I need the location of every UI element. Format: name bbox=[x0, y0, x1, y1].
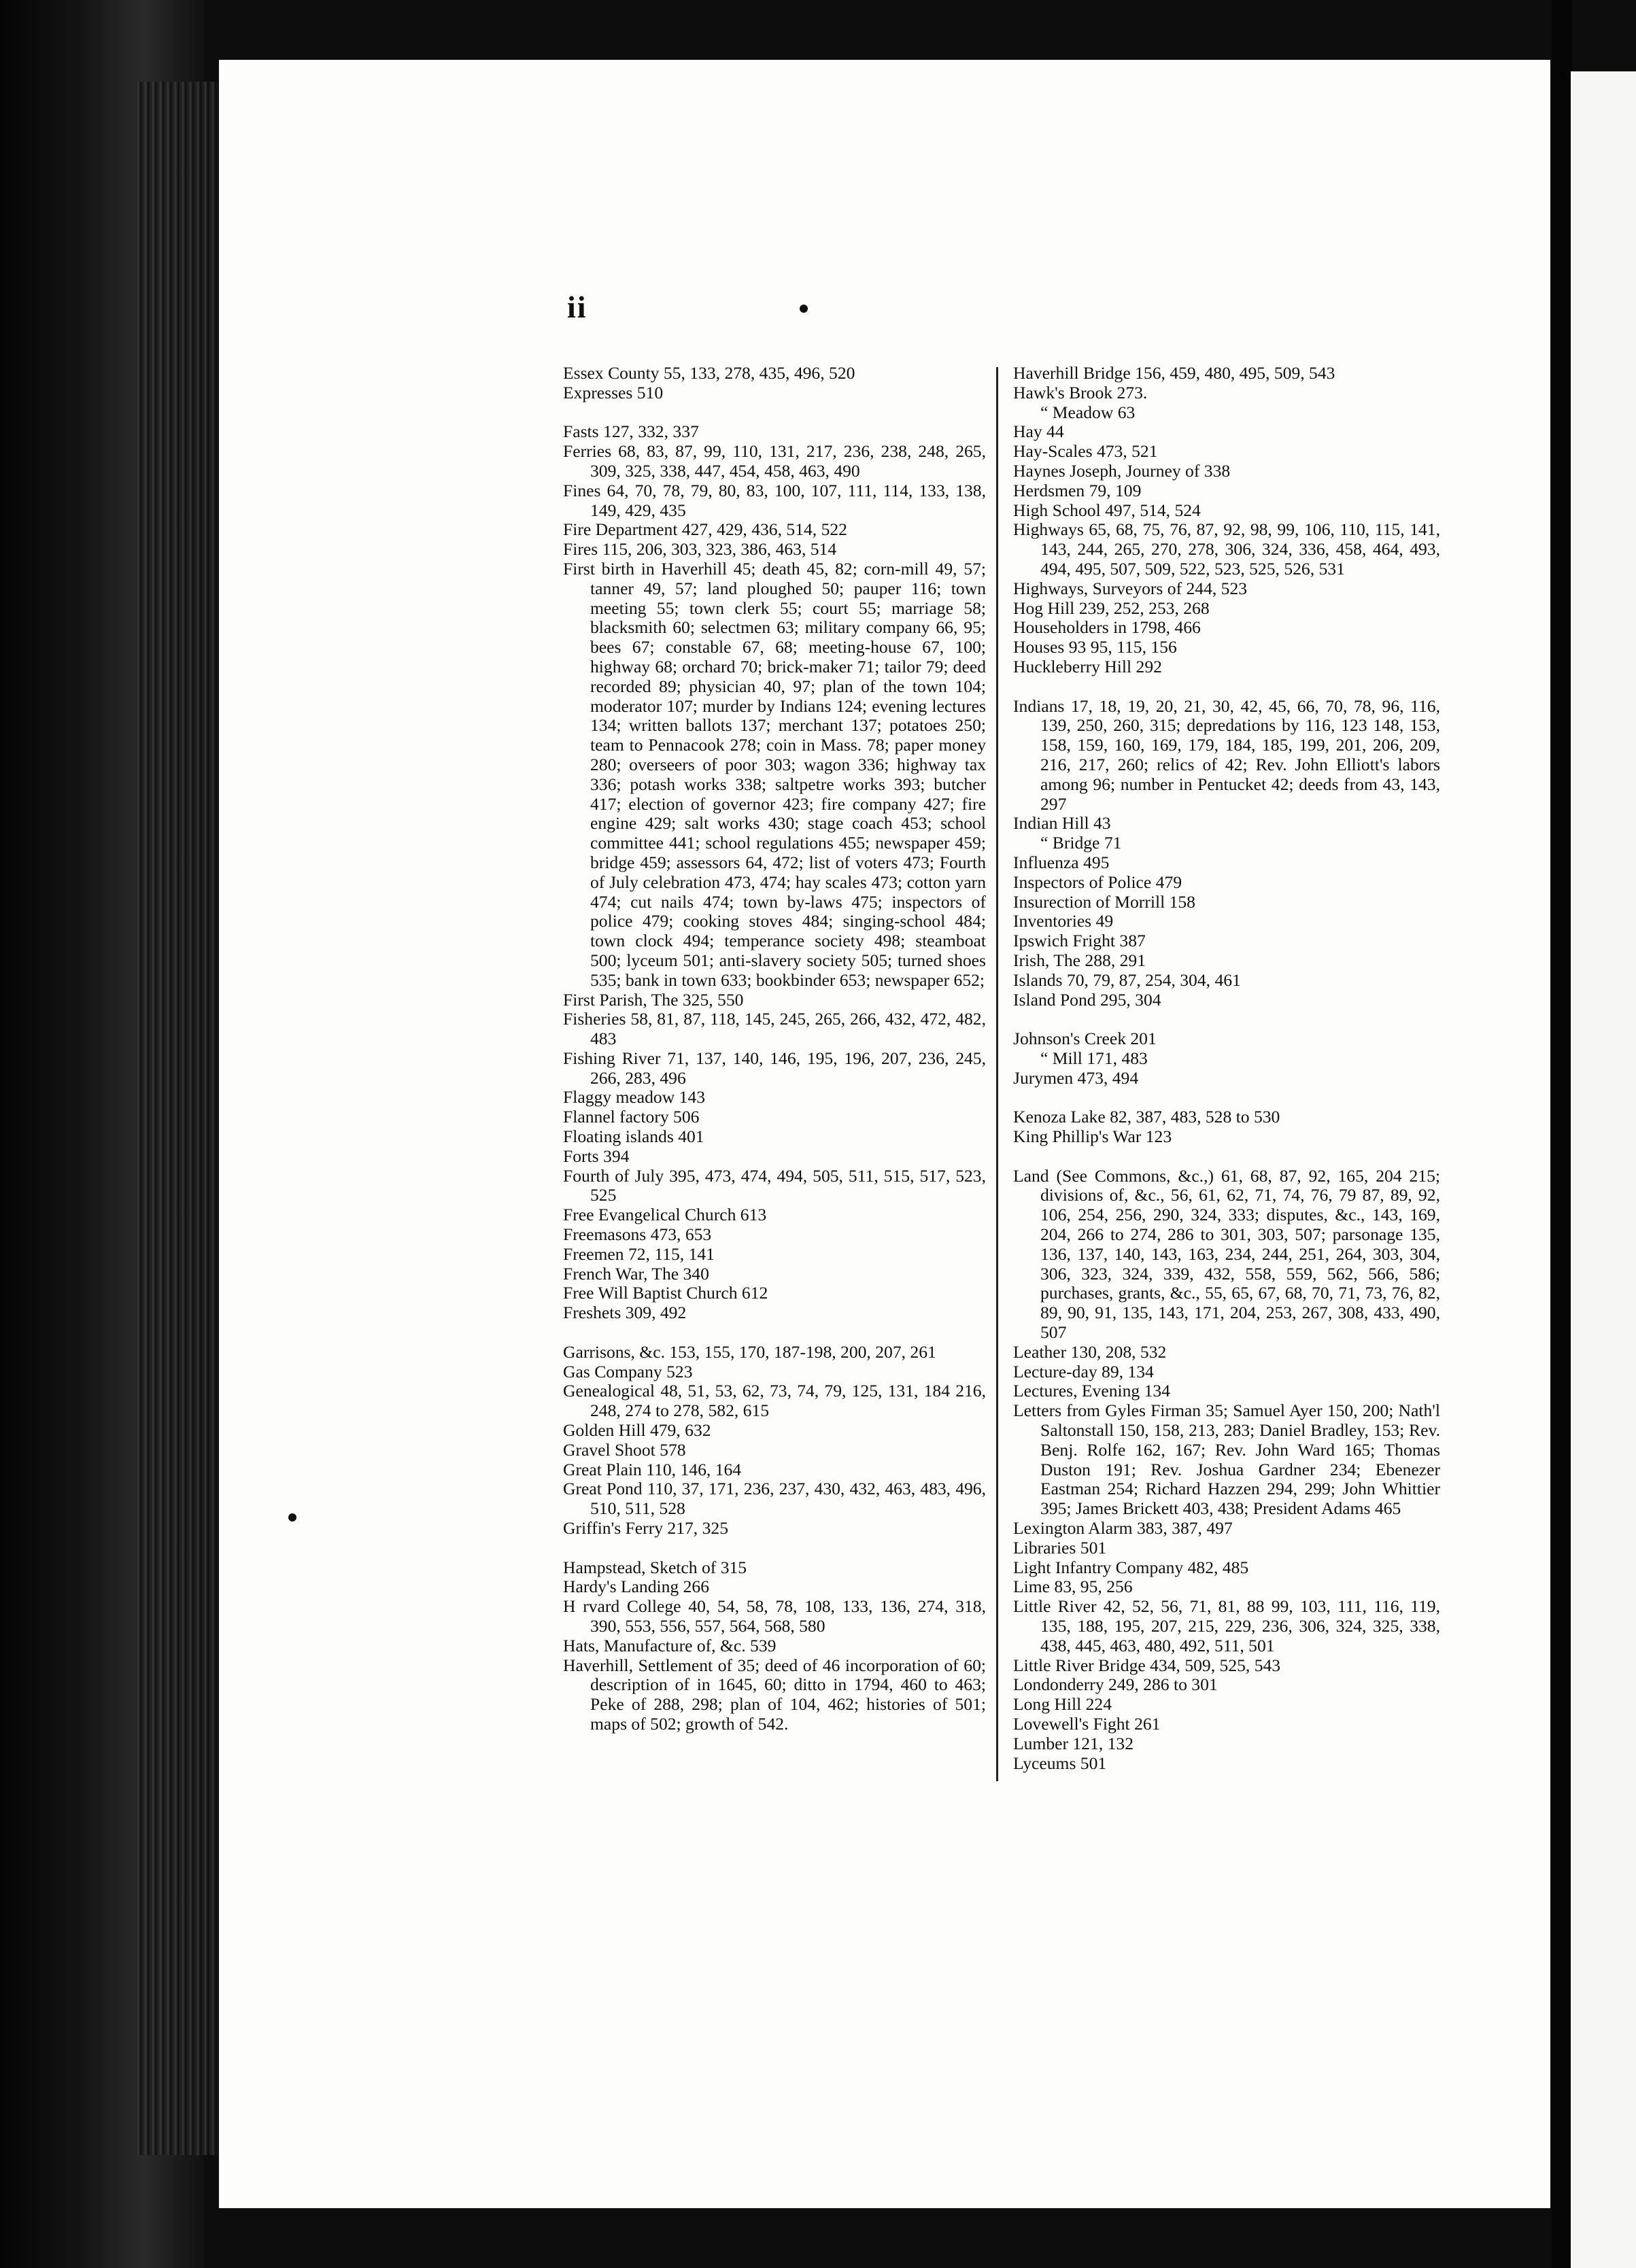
index-entry: Influenza 495 bbox=[1013, 852, 1110, 872]
ink-speck bbox=[800, 305, 808, 313]
index-entry: “ Mill 171, 483 bbox=[1040, 1048, 1148, 1068]
index-entry: Lecture-day 89, 134 bbox=[1013, 1361, 1154, 1381]
index-entry: Houses 93 95, 115, 156 bbox=[1013, 637, 1177, 657]
index-entry: Ferries 68, 83, 87, 99, 110, 131, 217, 236, 238, 248, 265, 309, 325, 338, 447, 454, 458, 463, 490 bbox=[563, 441, 986, 481]
index-entry: Flaggy meadow 143 bbox=[563, 1087, 705, 1107]
index-entry: Herdsmen 79, 109 bbox=[1013, 480, 1142, 500]
index-entry: Hog Hill 239, 252, 253, 268 bbox=[1013, 598, 1210, 618]
index-entry: Freemasons 473, 653 bbox=[563, 1224, 712, 1245]
index-entry: Inspectors of Police 479 bbox=[1013, 872, 1182, 892]
index-entry: Gas Company 523 bbox=[563, 1361, 693, 1381]
index-entry: First Parish, The 325, 550 bbox=[563, 989, 744, 1010]
index-entry: Irish, The 288, 291 bbox=[1013, 950, 1146, 970]
index-entry: Haverhill, Settlement of 35; deed of 46 incorporation of 60; description of in 1645, 60; ditto in 1794, 460 to 463; Peke of 288, 298; plan of 104, 462; histories of 501; maps of 502; growth of 542. bbox=[563, 1655, 986, 1734]
index-entry: Free Evangelical Church 613 bbox=[563, 1205, 767, 1225]
index-entry: Libraries 501 bbox=[1013, 1537, 1107, 1558]
ink-speck bbox=[288, 1513, 296, 1522]
index-entry: H rvard College 40, 54, 58, 78, 108, 133, 136, 274, 318, 390, 553, 556, 557, 564, 568, 580 bbox=[563, 1596, 986, 1636]
index-entry: Expresses 510 bbox=[563, 382, 664, 402]
index-entry: First birth in Haverhill 45; death 45, 82; corn-mill 49, 57; tanner 49, 57; land ploughed 50; pauper 116; town meeting 55; town clerk 55; court 55; marriage 58; blacksmith 60; selectmen 63; military company 66, 95; bees 67; constable 67, 68; meeting-house 67, 100; highway 68; orchard 70; brick-maker 71; tailor 79; deed recorded 89; physician 40, 97; plan of the town 104; moderator 107; murder by Indians 124; evening lectures 134; written ballots 137; merchant 137; potatoes 250; team to Pennacook 278; coin in Mass. 78; paper money 280; overseers of poor 303; wagon 336; highway tax 336; potash works 338; saltpetre works 393; butcher 417; election of governor 423; fire company 427; fire engine 429; salt works 430; stage coach 453; school committee 441; school regulations 455; newspaper 459; bridge 459; assessors 64, 472; list of voters 473; Fourth of July celebration 473, 474; hay scales 473; cotton yarn 474; cut nails 474; town by-laws 475; inspectors of police 479; cooking stoves 484; singing-school 484; town clock 494; temperance society 498; steamboat 500; lyceum 501; anti-slavery society 505; turned shoes 535; bank in town 633; bookbinder 653; newspaper 652; bbox=[563, 558, 986, 990]
index-entry: Island Pond 295, 304 bbox=[1013, 989, 1161, 1010]
index-entry: Land (See Commons, &c.,) 61, 68, 87, 92, 165, 204 215; divisions of, &c., 56, 61, 62, 71, 74, 76, 79 87, 89, 92, 106, 254, 256, 290, 324, 333; disputes, &c., 143, 169, 204, 266 to 274, 286 to 301, 303, 507; parsonage 135, 136, 137, 140, 143, 163, 234, 244, 251, 264, 303, 304, 306, 323, 324, 339, 432, 558, 559, 562, 566, 586; purchases, grants, &c., 55, 65, 67, 68, 70, 71, 73, 76, 82, 89, 90, 91, 135, 143, 171, 204, 253, 267, 308, 433, 490, 507 bbox=[1013, 1165, 1440, 1343]
index-entry: “ Bridge 71 bbox=[1040, 833, 1122, 853]
index-entry: Floating islands 401 bbox=[563, 1127, 704, 1147]
page-edges bbox=[136, 82, 218, 2155]
index-entry: Hay-Scales 473, 521 bbox=[1013, 441, 1158, 462]
index-entry: Lumber 121, 132 bbox=[1013, 1733, 1134, 1753]
index-entry: Hampstead, Sketch of 315 bbox=[563, 1557, 747, 1577]
index-entry: Indian Hill 43 bbox=[1013, 813, 1111, 834]
index-entry: Haverhill Bridge 156, 459, 480, 495, 509, 543 bbox=[1013, 363, 1335, 383]
index-entry: Free Will Baptist Church 612 bbox=[563, 1283, 768, 1303]
index-entry: “ Meadow 63 bbox=[1040, 402, 1136, 422]
index-entry: Ipswich Fright 387 bbox=[1013, 931, 1146, 951]
index-entry: Jurymen 473, 494 bbox=[1013, 1067, 1139, 1088]
index-entry: Hay 44 bbox=[1013, 422, 1064, 442]
index-entry: Great Pond 110, 37, 171, 236, 237, 430, 432, 463, 483, 496, 510, 511, 528 bbox=[563, 1479, 986, 1519]
index-entry: Golden Hill 479, 632 bbox=[563, 1420, 711, 1441]
index-column-right bbox=[1013, 364, 1440, 1773]
index-entry: Insurection of Morrill 158 bbox=[1013, 891, 1195, 912]
index-entry: Gravel Shoot 578 bbox=[563, 1439, 686, 1460]
index-entry: Fishing River 71, 137, 140, 146, 195, 196, 207, 236, 245, 266, 283, 496 bbox=[563, 1048, 986, 1088]
index-entry: Londonderry 249, 286 to 301 bbox=[1013, 1674, 1218, 1695]
index-entry: Genealogical 48, 51, 53, 62, 73, 74, 79, 125, 131, 184 216, 248, 274 to 278, 582, 615 bbox=[563, 1381, 986, 1421]
index-entry: Kenoza Lake 82, 387, 483, 528 to 530 bbox=[1013, 1107, 1280, 1127]
index-entry: Little River 42, 52, 56, 71, 81, 88 99, 103, 111, 116, 119, 135, 188, 195, 207, 215, 229, 236, 306, 324, 325, 338, 438, 445, 463, 480, 492, 511, 501 bbox=[1013, 1596, 1440, 1655]
index-entry: Freshets 309, 492 bbox=[563, 1303, 687, 1323]
index-entry: Highways, Surveyors of 244, 523 bbox=[1013, 578, 1248, 598]
index-entry: Fires 115, 206, 303, 323, 386, 463, 514 bbox=[563, 539, 837, 560]
index-entry: Little River Bridge 434, 509, 525, 543 bbox=[1013, 1655, 1281, 1675]
index-entry: Lectures, Evening 134 bbox=[1013, 1381, 1170, 1401]
index-entry: Light Infantry Company 482, 485 bbox=[1013, 1557, 1249, 1577]
column-divider bbox=[996, 367, 998, 1781]
index-entry: Essex County 55, 133, 278, 435, 496, 520 bbox=[563, 363, 855, 383]
index-entry: Inventories 49 bbox=[1013, 911, 1114, 931]
index-entry: Lime 83, 95, 256 bbox=[1013, 1577, 1133, 1597]
index-entry: Griffin's Ferry 217, 325 bbox=[563, 1518, 728, 1539]
index-entry: Lovewell's Fight 261 bbox=[1013, 1713, 1161, 1734]
index-entry: Garrisons, &c. 153, 155, 170, 187-198, 200, 207, 261 bbox=[563, 1341, 936, 1362]
index-entry: Hardy's Landing 266 bbox=[563, 1577, 710, 1597]
index-entry: Lexington Alarm 383, 387, 497 bbox=[1013, 1518, 1233, 1539]
index-entry: Fourth of July 395, 473, 474, 494, 505, 511, 515, 517, 523, 525 bbox=[563, 1165, 986, 1205]
index-entry: Flannel factory 506 bbox=[563, 1107, 700, 1127]
index-entry: Huckleberry Hill 292 bbox=[1013, 656, 1162, 676]
index-entry: Hawk's Brook 273. bbox=[1013, 382, 1148, 402]
facing-page-edge bbox=[1571, 71, 1636, 2268]
index-entry: Householders in 1798, 466 bbox=[1013, 617, 1201, 638]
index-entry: Freemen 72, 115, 141 bbox=[563, 1243, 715, 1264]
index-entry: Highways 65, 68, 75, 76, 87, 92, 98, 99, 106, 110, 115, 141, 143, 244, 265, 270, 278, 306, 324, 336, 458, 464, 493, 494, 495, 507, 509, 522, 523, 525, 526, 531 bbox=[1013, 519, 1440, 579]
index-entry: Fisheries 58, 81, 87, 118, 145, 245, 265, 266, 432, 472, 482, 483 bbox=[563, 1009, 986, 1049]
index-entry: Fasts 127, 332, 337 bbox=[563, 422, 699, 442]
index-entry: Indians 17, 18, 19, 20, 21, 30, 42, 45, 66, 70, 78, 96, 116, 139, 250, 260, 315; depredations by 116, 123 148, 153, 158, 159, 160, 169, 179, 184, 185, 199, 201, 206, 209, 216, 217, 260; relics of 42; Rev. John Elliott's labors among 96; number in Pentucket 42; deeds from 43, 143, 297 bbox=[1013, 695, 1440, 814]
index-entry: High School 497, 514, 524 bbox=[1013, 500, 1201, 520]
page-number: ii bbox=[567, 290, 587, 324]
gutter-shadow bbox=[1552, 0, 1572, 2268]
index-entry: French War, The 340 bbox=[563, 1263, 709, 1284]
index-entry: Lyceums 501 bbox=[1013, 1753, 1107, 1773]
index-entry: Great Plain 110, 146, 164 bbox=[563, 1459, 742, 1479]
index-entry: Letters from Gyles Firman 35; Samuel Ayer 150, 200; Nath'l Saltonstall 150, 158, 213, 283; Daniel Bradley, 153; Rev. Benj. Rolfe 162, 167; Rev. John Ward 165; Thomas Duston 191; Rev. Joshua Gardner 234; Ebenezer Eastman 254; Richard Hazzen 294, 299; John Whittier 395; James Brickett 403, 438; President Adams 465 bbox=[1013, 1401, 1440, 1519]
index-entry: Haynes Joseph, Journey of 338 bbox=[1013, 460, 1231, 481]
index-entry: Hats, Manufacture of, &c. 539 bbox=[563, 1635, 777, 1655]
index-column-left bbox=[563, 364, 986, 1734]
index-entry: Forts 394 bbox=[563, 1146, 630, 1166]
index-entry: Long Hill 224 bbox=[1013, 1694, 1112, 1715]
index-entry: Johnson's Creek 201 bbox=[1013, 1029, 1157, 1049]
index-entry: Fire Department 427, 429, 436, 514, 522 bbox=[563, 519, 847, 540]
index-entry: Islands 70, 79, 87, 254, 304, 461 bbox=[1013, 969, 1241, 990]
index-entry: King Phillip's War 123 bbox=[1013, 1127, 1172, 1147]
index-entry: Leather 130, 208, 532 bbox=[1013, 1341, 1167, 1362]
index-entry: Fines 64, 70, 78, 79, 80, 83, 100, 107, 111, 114, 133, 138, 149, 429, 435 bbox=[563, 480, 986, 520]
